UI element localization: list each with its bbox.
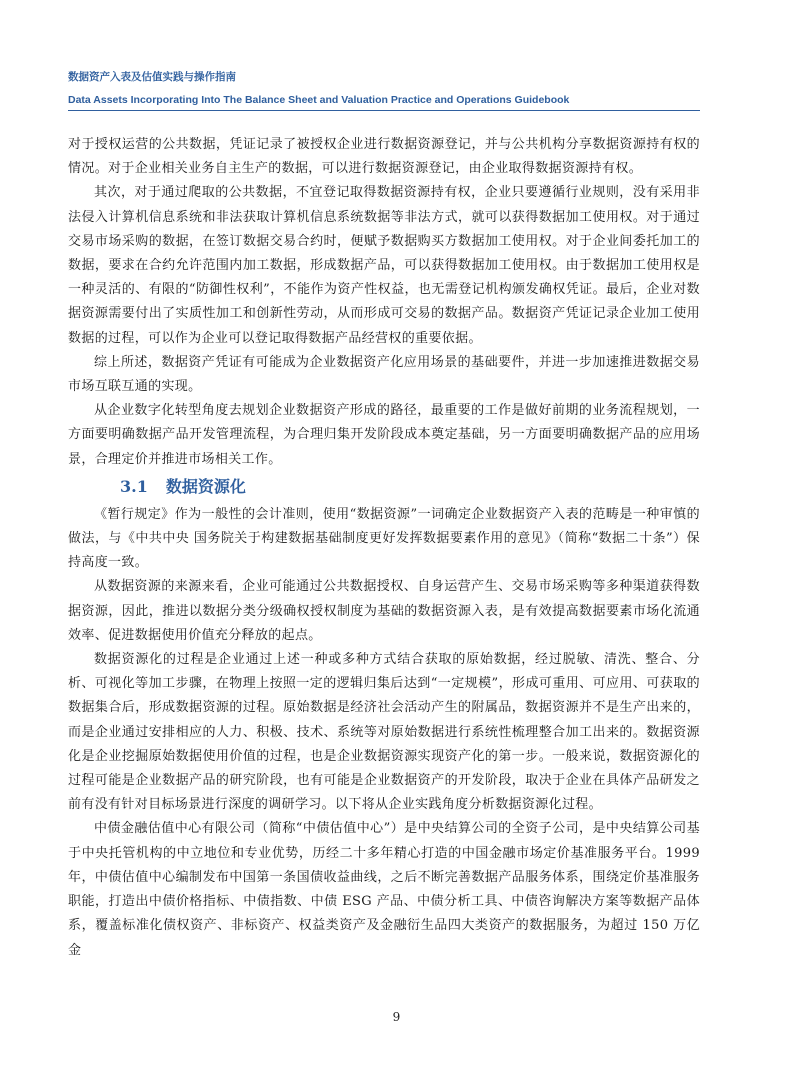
paragraph: 从数据资源的来源来看，企业可能通过公共数据授权、自身运营产生、交易市场采购等多种渠道获得数据资源，因此，推进以数据分类分级确权授权制度为基础的数据资源入表，是有效提高数据要素市场化流通效率、促进数据使用价值充分释放的起点。 <box>68 579 700 643</box>
paragraph: 对于授权运营的公共数据，凭证记录了被授权企业进行数据资源登记，并与公共机构分享数据资源持有权的情况。对于企业相关业务自主生产的数据，可以进行数据资源登记，由企业取得数据资源持有权。 <box>68 137 700 177</box>
header-title-cn: 数据资产入表及估值实践与操作指南 <box>68 71 236 83</box>
section-heading <box>68 474 700 500</box>
body-text <box>68 133 700 963</box>
paragraph: 从企业数字化转型角度去规划企业数据资产形成的路径，最重要的工作是做好前期的业务流程规划，一方面要明确数据产品开发管理流程，为合理归集开发阶段成本奠定基础，另一方面要明确数据产品的应用场景，合理定价并推进市场相关工作。 <box>68 403 700 467</box>
paragraph: 其次，对于通过爬取的公共数据，不宜登记取得数据资源持有权，企业只要遵循行业规则，没有采用非法侵入计算机信息系统和非法获取计算机信息系统数据等非法方式，就可以获得数据加工使用权。对于通过交易市场采购的数据，在签订数据交易合约时，便赋予数据购买方数据加工使用权。对于企业间委托加工的数据，要求在合约允许范围内加工数据，形成数据产品，可以获得数据加工使用权。由于数据加工使用权是一种灵活的、有限的“防御性权利”，不能作为资产性权益，也无需登记机构颁发确权凭证。最后，企业对数据资源需要付出了实质性加工和创新性劳动，从而形成可交易的数据产品。数据资产凭证记录企业加工使用数据的过程，可以作为企业可以登记取得数据产品经营权的重要依据。 <box>68 185 700 346</box>
paragraph: 数据资源化的过程是企业通过上述一种或多种方式结合获取的原始数据，经过脱敏、清洗、整合、分析、可视化等加工步骤，在物理上按照一定的逻辑归集后达到“一定规模”，形成可重用、可应用、可获取的数据集合后，形成数据资源的过程。原始数据是经济社会活动产生的附属品，数据资源并不是生产出来的，而是企业通过安排相应的人力、积极、技术、系统等对原始数据进行系统性梳理整合加工出来的。数据资源化是企业挖掘原始数据使用价值的过程，也是企业数据资源实现资产化的第一步。一般来说，数据资源化的过程可能是企业数据产品的研究阶段，也有可能是企业数据资产的开发阶段，取决于企业在具体产品研发之前有没有针对目标场景进行深度的调研学习。以下将从企业实践角度分析数据资源化过程。 <box>68 652 700 813</box>
running-header <box>68 70 700 111</box>
paragraph: 综上所述，数据资产凭证有可能成为企业数据资产化应用场景的基础要件，并进一步加速推进数据交易市场互联互通的实现。 <box>68 354 700 395</box>
header-title-en: Data Assets Incorporating Into The Balance Sheet and Valuation Practice and Operations Guidebook <box>68 94 570 106</box>
paragraph: 《暂行规定》作为一般性的会计准则，使用“数据资源”一词确定企业数据资产入表的范畴是一种审慎的做法，与《中共中央 国务院关于构建数据基础制度更好发挥数据要素作用的意见》（简称“数据二十条”）保持高度一致。 <box>68 506 700 571</box>
section-number: 3.1 <box>120 476 148 496</box>
section-title: 数据资源化 <box>165 476 246 496</box>
paragraph: 中债金融估值中心有限公司（简称“中债估值中心”）是中央结算公司的全资子公司，是中央结算公司基于中央托管机构的中立地位和专业优势，历经二十多年精心打造的中国金融市场定价基准服务平台。1999年，中债估值中心编制发布中国第一条国债收益曲线，之后不断完善数据产品服务体系，围绕定价基准服务职能，打造出中债价格指标、中债指数、中债 ESG 产品、中债分析工具、中债咨询解决方案等数据产品体系，覆盖标准化债权资产、非标资产、权益类资产及金融衍生品四大类资产的数据服务，为超过 150 万亿金 <box>68 821 700 958</box>
header-divider <box>68 110 700 111</box>
page-number: 9 <box>392 1010 401 1024</box>
